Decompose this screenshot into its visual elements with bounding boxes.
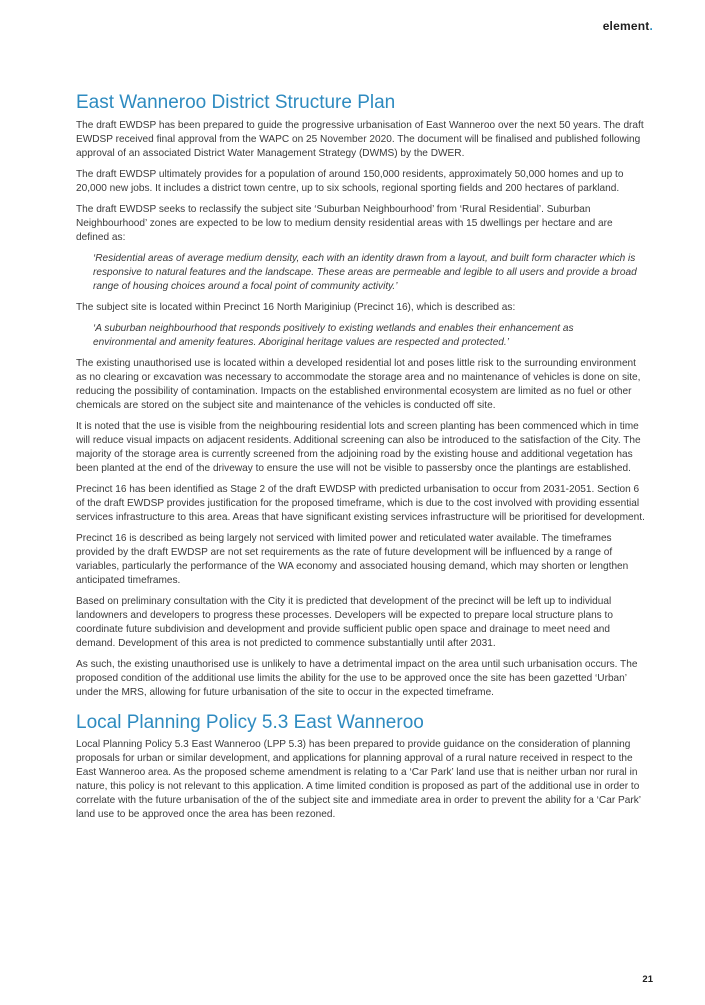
- document-body: [76, 92, 647, 829]
- paragraph: As such, the existing unauthorised use is unlikely to have a detrimental impact on the area until such urbanisation occurs. The proposed condition of the additional use limits the ability for the use to be approved once the site has been gazetted ‘Urban’ under the MRS, allowing for future urbanisation of the site to occur in the expected timeframe.: [76, 659, 638, 698]
- logo-dot: .: [649, 19, 653, 33]
- paragraph: The subject site is located within Precinct 16 North Mariginiup (Precinct 16), which is described as:: [76, 302, 516, 313]
- paragraph: Precinct 16 is described as being largely not serviced with limited power and reticulated water available. The timeframes provided by the draft EWDSP are not set requirements as the rate of future development will be influenced by a range of variables, particularly the performance of the WA economy and associated housing demand, which may shorten or lengthen anticipated timeframes.: [76, 533, 629, 586]
- paragraph: The draft EWDSP ultimately provides for a population of around 150,000 residents, approximately 50,000 homes and up to 20,000 new jobs. It includes a district town centre, up to six schools, regional sporting fields and 200 hectares of parkland.: [76, 169, 624, 194]
- brand-logo: [603, 19, 653, 33]
- section-heading-lpp53: Local Planning Policy 5.3 East Wanneroo: [76, 712, 424, 733]
- page-number: 21: [642, 974, 653, 985]
- block-quote: ‘A suburban neighbourhood that responds positively to existing wetlands and enables their enhancement as environmental and amenity features. Aboriginal heritage values are respected and protected.’: [93, 323, 574, 348]
- paragraph: The existing unauthorised use is located within a developed residential lot and poses little risk to the surrounding environment as no clearing or excavation was necessary to accommodate the storage area and no maintenance of vehicles is done on site, reducing the possibility of contamination. Impacts on the established environmental ecosystem are limited as no fuel or other chemicals are stored on the subject site and maintenance of the vehicles is conducted off site.: [76, 358, 641, 411]
- logo-text: element: [602, 19, 650, 33]
- paragraph: Precinct 16 has been identified as Stage 2 of the draft EWDSP with predicted urbanisation to occur from 2031-2051. Section 6 of the draft EWDSP provides justification for the proposed timeframe, which is due to the cost involved with providing essential services infrastructure to this area. Areas that have significant existing services infrastructure will be prioritised for development.: [76, 484, 645, 523]
- paragraph: Local Planning Policy 5.3 East Wanneroo (LPP 5.3) has been prepared to provide guidance on the consideration of planning proposals for urban or similar development, and applications for planning approval of a rural nature received in respect to the East Wanneroo area. As the proposed scheme amendment is relating to a ‘Car Park’ land use that is neither urban nor rural in nature, this policy is not relevant to this application. A time limited condition is proposed as part of the additional use in order to correlate with the future urbanisation of the of the subject site and immediate area in order to prevent the ability for a ‘Car Park’ land use to be approved once the area has been rezoned.: [76, 739, 641, 820]
- paragraph: The draft EWDSP seeks to reclassify the subject site ‘Suburban Neighbourhood’ from ‘Rural Residential’. Suburban Neighbourhood’ zones are expected to be low to medium density residential areas with 15 dwellings per hectare and are defined as:: [76, 204, 613, 243]
- block-quote: ‘Residential areas of average medium density, each with an identity drawn from a layout, and built form character which is responsive to natural features and the landscape. These areas are permeable and legible to all users and provide a broad range of housing choices around a focal point of community activity.’: [93, 253, 637, 292]
- section-heading-ewdsp: East Wanneroo District Structure Plan: [76, 92, 396, 113]
- paragraph: It is noted that the use is visible from the neighbouring residential lots and screen planting has been commenced which in time will reduce visual impacts on adjacent residents. Additional screening can also be introduced to the satisfaction of the City. The majority of the storage area is currently screened from the adjoining road by the existing house and additional vegetation has been planted at the end of the driveway to ensure the use will not be visible to passersby once the plantings are established.: [76, 421, 641, 474]
- paragraph: Based on preliminary consultation with the City it is predicted that development of the precinct will be left up to individual landowners and developers to progress these processes. Developers will be expected to prepare local structure plans to coordinate future subdivision and development and provide sufficient public open space and drainage to meet need and demand. Development of this area is not predicted to commence substantially until after 2031.: [76, 596, 613, 649]
- paragraph: The draft EWDSP has been prepared to guide the progressive urbanisation of East Wanneroo over the next 50 years. The draft EWDSP received final approval from the WAPC on 25 November 2020. The document will be finalised and published following approval of an associated District Water Management Strategy (DWMS) by the DWER.: [76, 120, 644, 159]
